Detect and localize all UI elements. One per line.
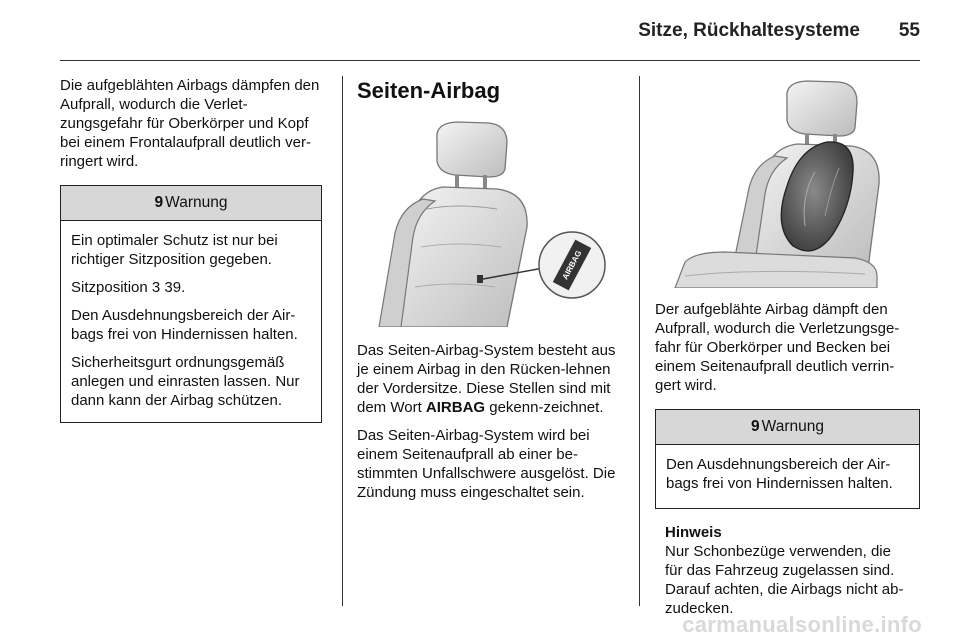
airbag-keyword: AIRBAG (425, 399, 486, 416)
warning-header (61, 186, 321, 221)
column-left (60, 76, 322, 423)
body-paragraph: Das Seiten-Airbag-System wird bei einem Seitenaufprall ab einer be-stimmten Unfallschwere ausgelöst. Die Zündung muss eingeschaltet sein. (357, 427, 616, 501)
body-text-part: Das Seiten-Airbag-System besteht aus je einem Airbag in den Rücken-lehnen der Vordersitze. Diese Stellen sind mit dem Wort (357, 342, 616, 416)
warning-paragraph: Den Ausdehnungsbereich der Air-bags frei von Hindernissen halten. (666, 456, 893, 492)
running-header-title: Sitze, Rückhaltesysteme (638, 20, 860, 41)
column-right (655, 76, 920, 627)
note-block (665, 523, 910, 618)
caption-paragraph: Der aufgeblähte Airbag dämpft den Aufprall, wodurch die Verletzungsge-fahr für Oberkörper und Becken bei einem Seitenaufprall deutlich verrin-gert wird. (655, 301, 900, 394)
note-title: Hinweis (665, 524, 722, 541)
body-text-part: gekenn-zeichnet. (485, 399, 604, 416)
intro-paragraph: Die aufgeblähten Airbags dämpfen den Aufprall, wodurch die Verlet-zungsgefahr für Oberkörper und Kopf bei einem Frontalaufprall deutlich ver-ringert wird. (60, 77, 320, 170)
warning-paragraph: Sitzposition 3 39. (71, 279, 186, 296)
body-paragraph (357, 341, 622, 417)
warning-paragraph: Ein optimaler Schutz ist nur bei richtiger Sitzposition gegeben. (71, 232, 278, 268)
page-number: 55 (898, 20, 920, 41)
column-divider-2 (639, 76, 640, 606)
warning-paragraph: Den Ausdehnungsbereich der Air-bags frei von Hindernissen halten. (71, 307, 298, 343)
warning-icon: 9 (751, 418, 760, 435)
warning-icon: 9 (154, 194, 164, 211)
seat-illustration (357, 117, 622, 327)
note-body: Nur Schonbezüge verwenden, die für das Fahrzeug zugelassen sind. Darauf achten, die Airbags nicht ab-zudecken. (665, 543, 904, 617)
airbag-label-text: AIRBAG (560, 248, 584, 282)
warning-box-right (655, 409, 920, 509)
warning-body (656, 445, 919, 508)
header-divider (60, 60, 920, 61)
column-divider-1 (342, 76, 343, 606)
inflated-airbag-figure (655, 76, 920, 288)
warning-header (656, 410, 919, 445)
warning-title: Warnung (165, 194, 228, 211)
site-watermark: carmanualsonline.info (682, 612, 922, 637)
warning-body (61, 221, 321, 422)
airbag-illustration (655, 76, 920, 288)
warning-title: Warnung (761, 418, 824, 435)
warning-paragraph: Sicherheitsgurt ordnungsgemäß anlegen und einrasten lassen. Nur dann kann der Airbag schützen. (71, 354, 300, 409)
warning-box-left (60, 185, 322, 423)
seat-label-figure (357, 117, 622, 327)
column-middle (357, 76, 622, 511)
section-heading: Seiten-Airbag (357, 78, 501, 103)
